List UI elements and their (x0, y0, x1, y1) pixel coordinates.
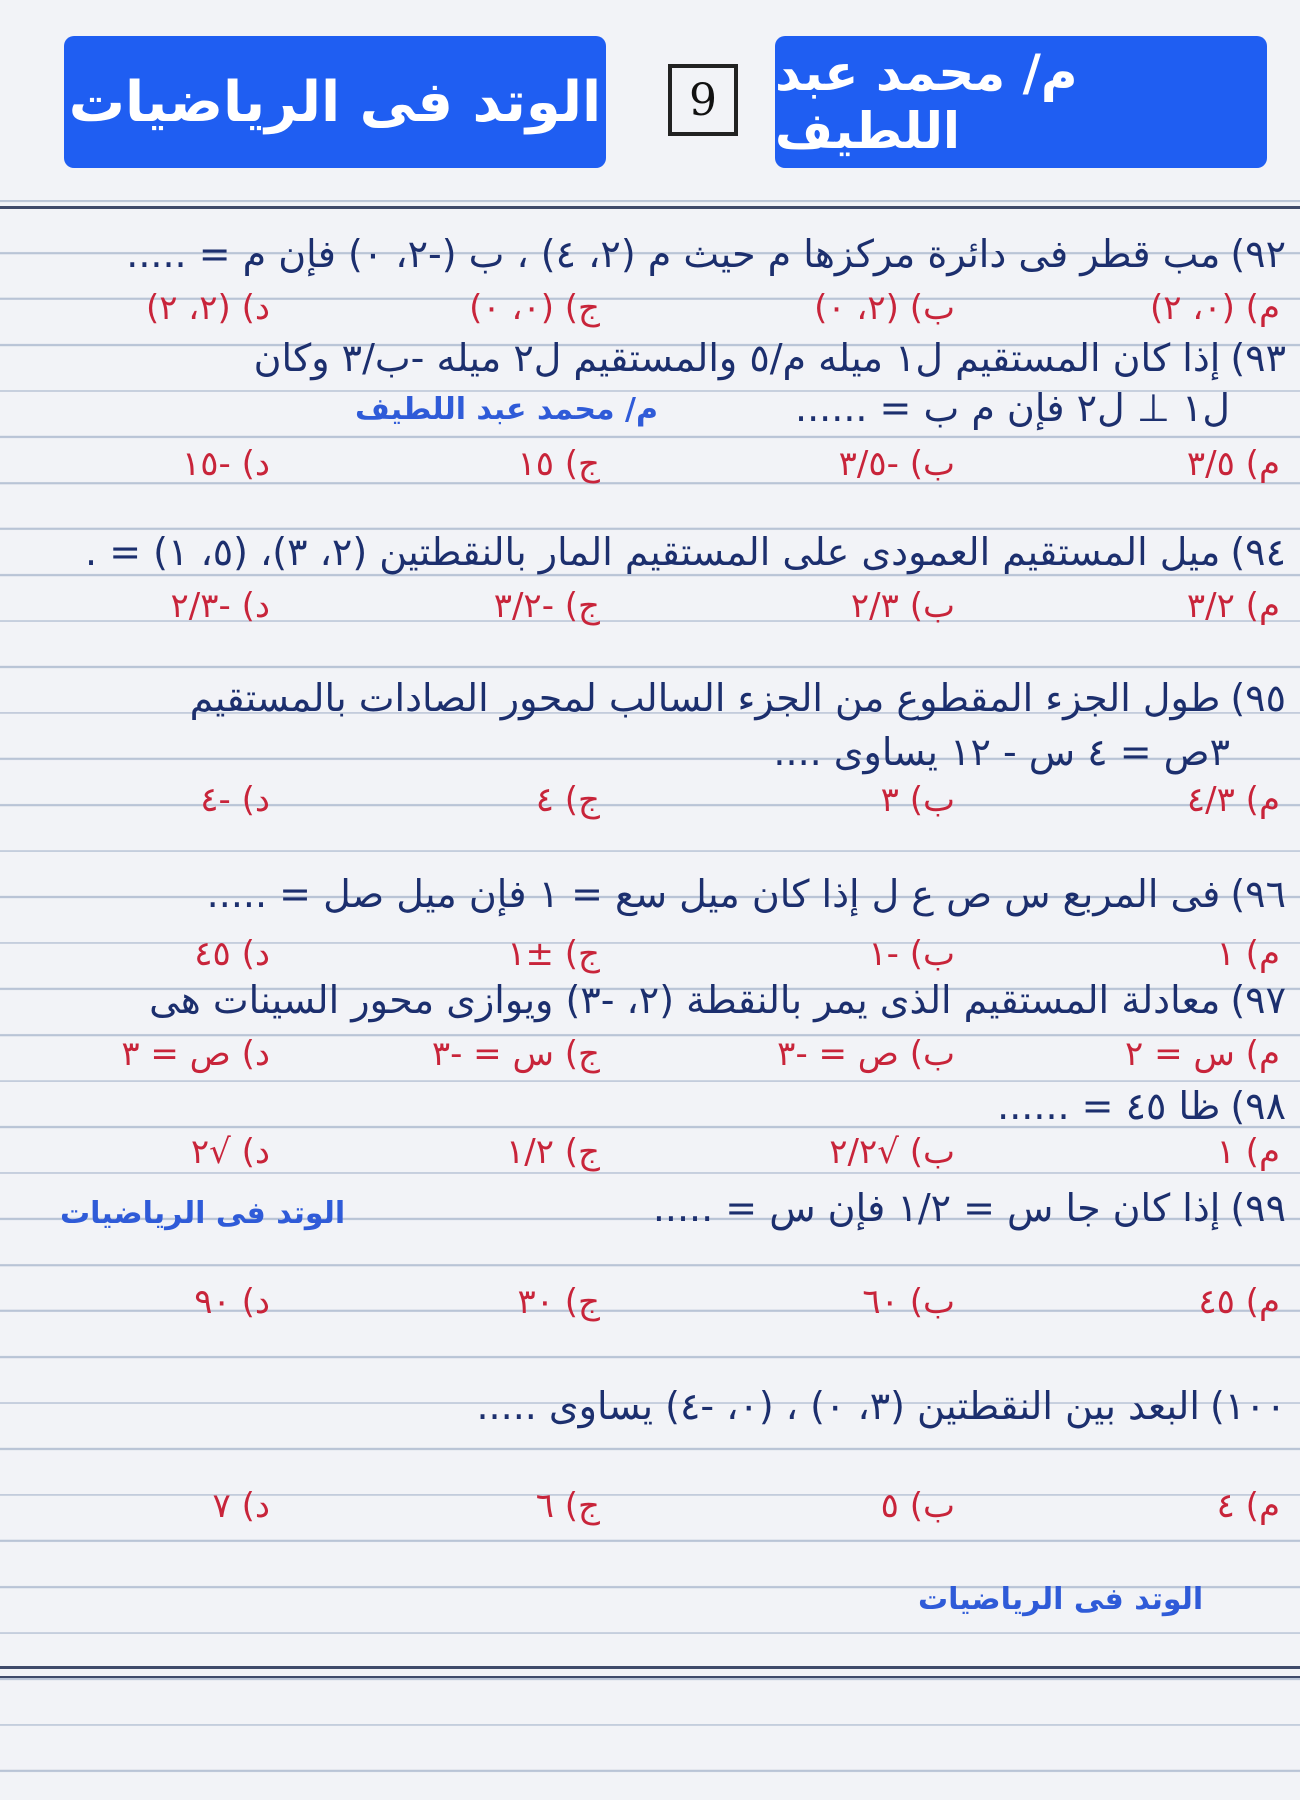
question-text: فى المربع س ص ع ل إذا كان ميل سع = ١ فإن ميل صل = ..... (206, 872, 1221, 916)
question-number: ٩٩) (1230, 1186, 1286, 1230)
option: ج) (٠، ٠) (469, 288, 600, 328)
question-99 (653, 1186, 1286, 1230)
question-text: ميل المستقيم العمودى على المستقيم المار بالنقطتين (٢، ٣)، (٥، ١) = . (85, 530, 1221, 574)
question-number: ٩٦) (1230, 872, 1286, 916)
question-number: ٩٣) (1230, 336, 1286, 380)
question-92 (126, 232, 1286, 276)
option: ب) -١ (868, 934, 955, 974)
option: ب) ٣ (880, 780, 955, 820)
bottom-divider (0, 1666, 1300, 1669)
question-text: معادلة المستقيم الذى يمر بالنقطة (٢، -٣) ويوازى محور السينات هى (149, 978, 1221, 1022)
question-text: مب قطر فى دائرة مركزها م حيث م (٢، ٤) ، ب (-٢، ٠) فإن م = ..... (126, 232, 1221, 276)
option: م) س = ٢ (1125, 1034, 1280, 1074)
question-93 (254, 336, 1286, 380)
question-97 (149, 978, 1286, 1022)
header-title: الوتد فى الرياضيات (68, 69, 602, 135)
brand-watermark: الوتد فى الرياضيات (918, 1582, 1204, 1617)
option: د) (٢، ٢) (145, 288, 270, 328)
question-text: إذا كان جا س = ١/٢ فإن س = ..... (652, 1186, 1221, 1230)
option: ب) ٢/٣ (850, 586, 955, 626)
page-number: 9 (689, 74, 717, 126)
option: ج) س = -٣ (431, 1034, 600, 1074)
teacher-watermark: م/ محمد عبد اللطيف (355, 392, 658, 427)
option: م) ١ (1216, 1132, 1280, 1172)
option: د) √٢ (190, 1132, 270, 1172)
question-text: ظا ٤٥ = ...... (997, 1084, 1221, 1128)
option: ب) (٢، ٠) (814, 288, 955, 328)
question-number: ٩٥) (1230, 676, 1286, 720)
question-text: البعد بين النقطتين (٣، ٠) ، (٠، -٤) يساوى ..... (476, 1384, 1200, 1428)
brand-watermark: الوتد فى الرياضيات (60, 1196, 346, 1231)
question-96 (207, 872, 1286, 916)
option: ب) ص = -٣ (777, 1034, 955, 1074)
question-number: ٩٢) (1230, 232, 1286, 276)
option: ب) ٥ (880, 1486, 955, 1526)
bottom-divider-2 (0, 1676, 1300, 1678)
option: د) -٢/٣ (170, 586, 270, 626)
option: ج) ٣٠ (517, 1282, 600, 1322)
option: م) ٤/٣ (1186, 780, 1280, 820)
teacher-name-box (775, 36, 1267, 168)
option: ج) ١/٢ (505, 1132, 600, 1172)
option: د) ٤٥ (194, 934, 270, 974)
option: م) ٣/٥ (1186, 444, 1280, 484)
question-text: إذا كان المستقيم ل١ ميله م/٥ والمستقيم ل٢ ميله -ب/٣ وكان (253, 336, 1221, 380)
option: د) ص = ٣ (121, 1034, 270, 1074)
page-number-box (668, 64, 738, 136)
question-95-line-2: ٣ص = ٤ س - ١٢ يساوى .... (773, 730, 1230, 774)
teacher-name: م/ محمد عبد اللطيف (775, 44, 1078, 160)
question-93-line-2: ل١ ⊥ ل٢ فإن م ب = ...... (795, 386, 1230, 430)
question-98 (997, 1084, 1286, 1128)
option: د) -١٥ (181, 444, 270, 484)
option: م) ٣/٢ (1186, 586, 1280, 626)
option: ج) -٣/٢ (493, 586, 600, 626)
option: م) ٤٥ (1198, 1282, 1280, 1322)
question-number: ٩٧) (1230, 978, 1286, 1022)
question-number: ٩٤) (1230, 530, 1286, 574)
option: ب) √٢/٢ (829, 1132, 955, 1172)
question-100 (476, 1384, 1286, 1428)
question-95 (190, 676, 1286, 720)
option: م) ١ (1216, 934, 1280, 974)
question-94 (85, 530, 1286, 574)
question-text: طول الجزء المقطوع من الجزء السالب لمحور الصادات بالمستقيم (189, 676, 1221, 720)
option: ب) -٣/٥ (838, 444, 955, 484)
option: ج) ٤ (535, 780, 600, 820)
header-title-box (64, 36, 606, 168)
question-number: ١٠٠) (1209, 1384, 1286, 1428)
option: م) (٠، ٢) (1150, 288, 1280, 328)
option: ج) ±١ (507, 934, 600, 974)
option: د) ٧ (212, 1486, 270, 1526)
option: د) ٩٠ (194, 1282, 270, 1322)
option: ب) ٦٠ (862, 1282, 955, 1322)
question-number: ٩٨) (1230, 1084, 1286, 1128)
option: م) ٤ (1216, 1486, 1280, 1526)
option: د) -٤ (200, 780, 270, 820)
top-divider (0, 206, 1300, 209)
option: ج) ١٥ (517, 444, 600, 484)
option: ج) ٦ (535, 1486, 600, 1526)
